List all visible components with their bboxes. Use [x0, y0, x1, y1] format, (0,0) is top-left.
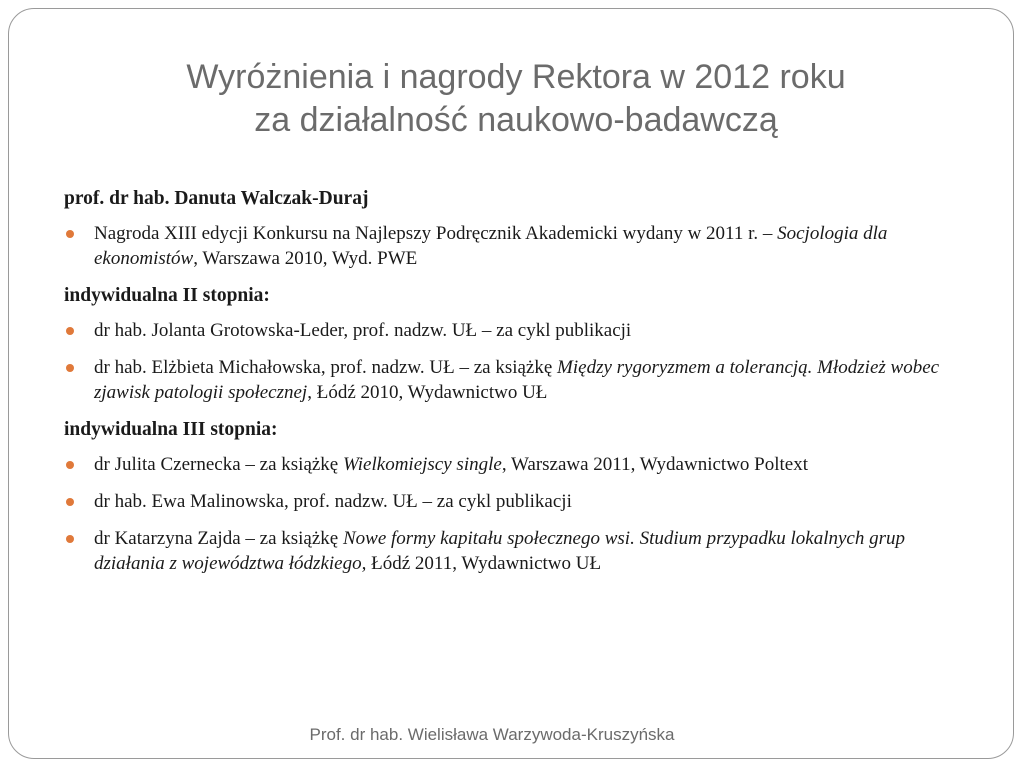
list-item [64, 221, 964, 271]
list-third-degree [64, 452, 964, 576]
title-line-2: za działalność naukowo-badawczą [254, 101, 778, 139]
item-rest: , Łódź 2010, Wydawnictwo UŁ [307, 382, 548, 403]
item-book-title: Socjologia dla ekonomistów [94, 223, 888, 269]
slide-content [64, 186, 964, 588]
item-book-title: Między rygoryzmem a tolerancją. Młodzież wobec zjawisk patologii społecznej [94, 357, 940, 403]
item-book-title: Nowe formy kapitału społecznego wsi. Studium przypadku lokalnych grup działania z województwa łódzkiego, [94, 528, 906, 574]
list-walczak [64, 221, 964, 271]
list-second-degree [64, 318, 964, 405]
list-item [64, 526, 964, 576]
list-item [64, 355, 964, 405]
list-item [64, 318, 964, 343]
title-line-1: Wyróżnienia i nagrody Rektora w 2012 roku [186, 58, 846, 96]
item-rest: , Warszawa 2010, Wyd. PWE [193, 248, 418, 269]
item-text: Nagroda XIII edycji Konkursu na Najlepszy Podręcznik Akademicki wydany w 2011 r. – [94, 223, 778, 244]
item-text: dr hab. Jolanta Grotowska-Leder, prof. nadzw. UŁ – za cykl publikacji [94, 320, 632, 341]
item-text: dr Katarzyna Zajda – za książkę [94, 528, 343, 549]
item-book-title: Wielkomiejscy single [343, 454, 502, 475]
list-item [64, 489, 964, 514]
section-heading-walczak: prof. dr hab. Danuta Walczak-Duraj [64, 188, 369, 209]
item-rest: , Warszawa 2011, Wydawnictwo Poltext [501, 454, 809, 475]
slide-footer: Prof. dr hab. Wielisława Warzywoda-Kruszyńska [309, 725, 675, 744]
section-heading-third-degree: indywidualna III stopnia: [64, 419, 278, 440]
item-text: dr hab. Ewa Malinowska, prof. nadzw. UŁ – za cykl publikacji [94, 491, 572, 512]
item-rest: Łódź 2011, Wydawnictwo UŁ [366, 553, 602, 574]
section-heading-second-degree: indywidualna II stopnia: [64, 285, 270, 306]
item-text: dr Julita Czernecka – za książkę [94, 454, 343, 475]
item-text: dr hab. Elżbieta Michałowska, prof. nadzw. UŁ – za książkę [94, 357, 558, 378]
slide-title [60, 56, 972, 142]
list-item [64, 452, 964, 477]
